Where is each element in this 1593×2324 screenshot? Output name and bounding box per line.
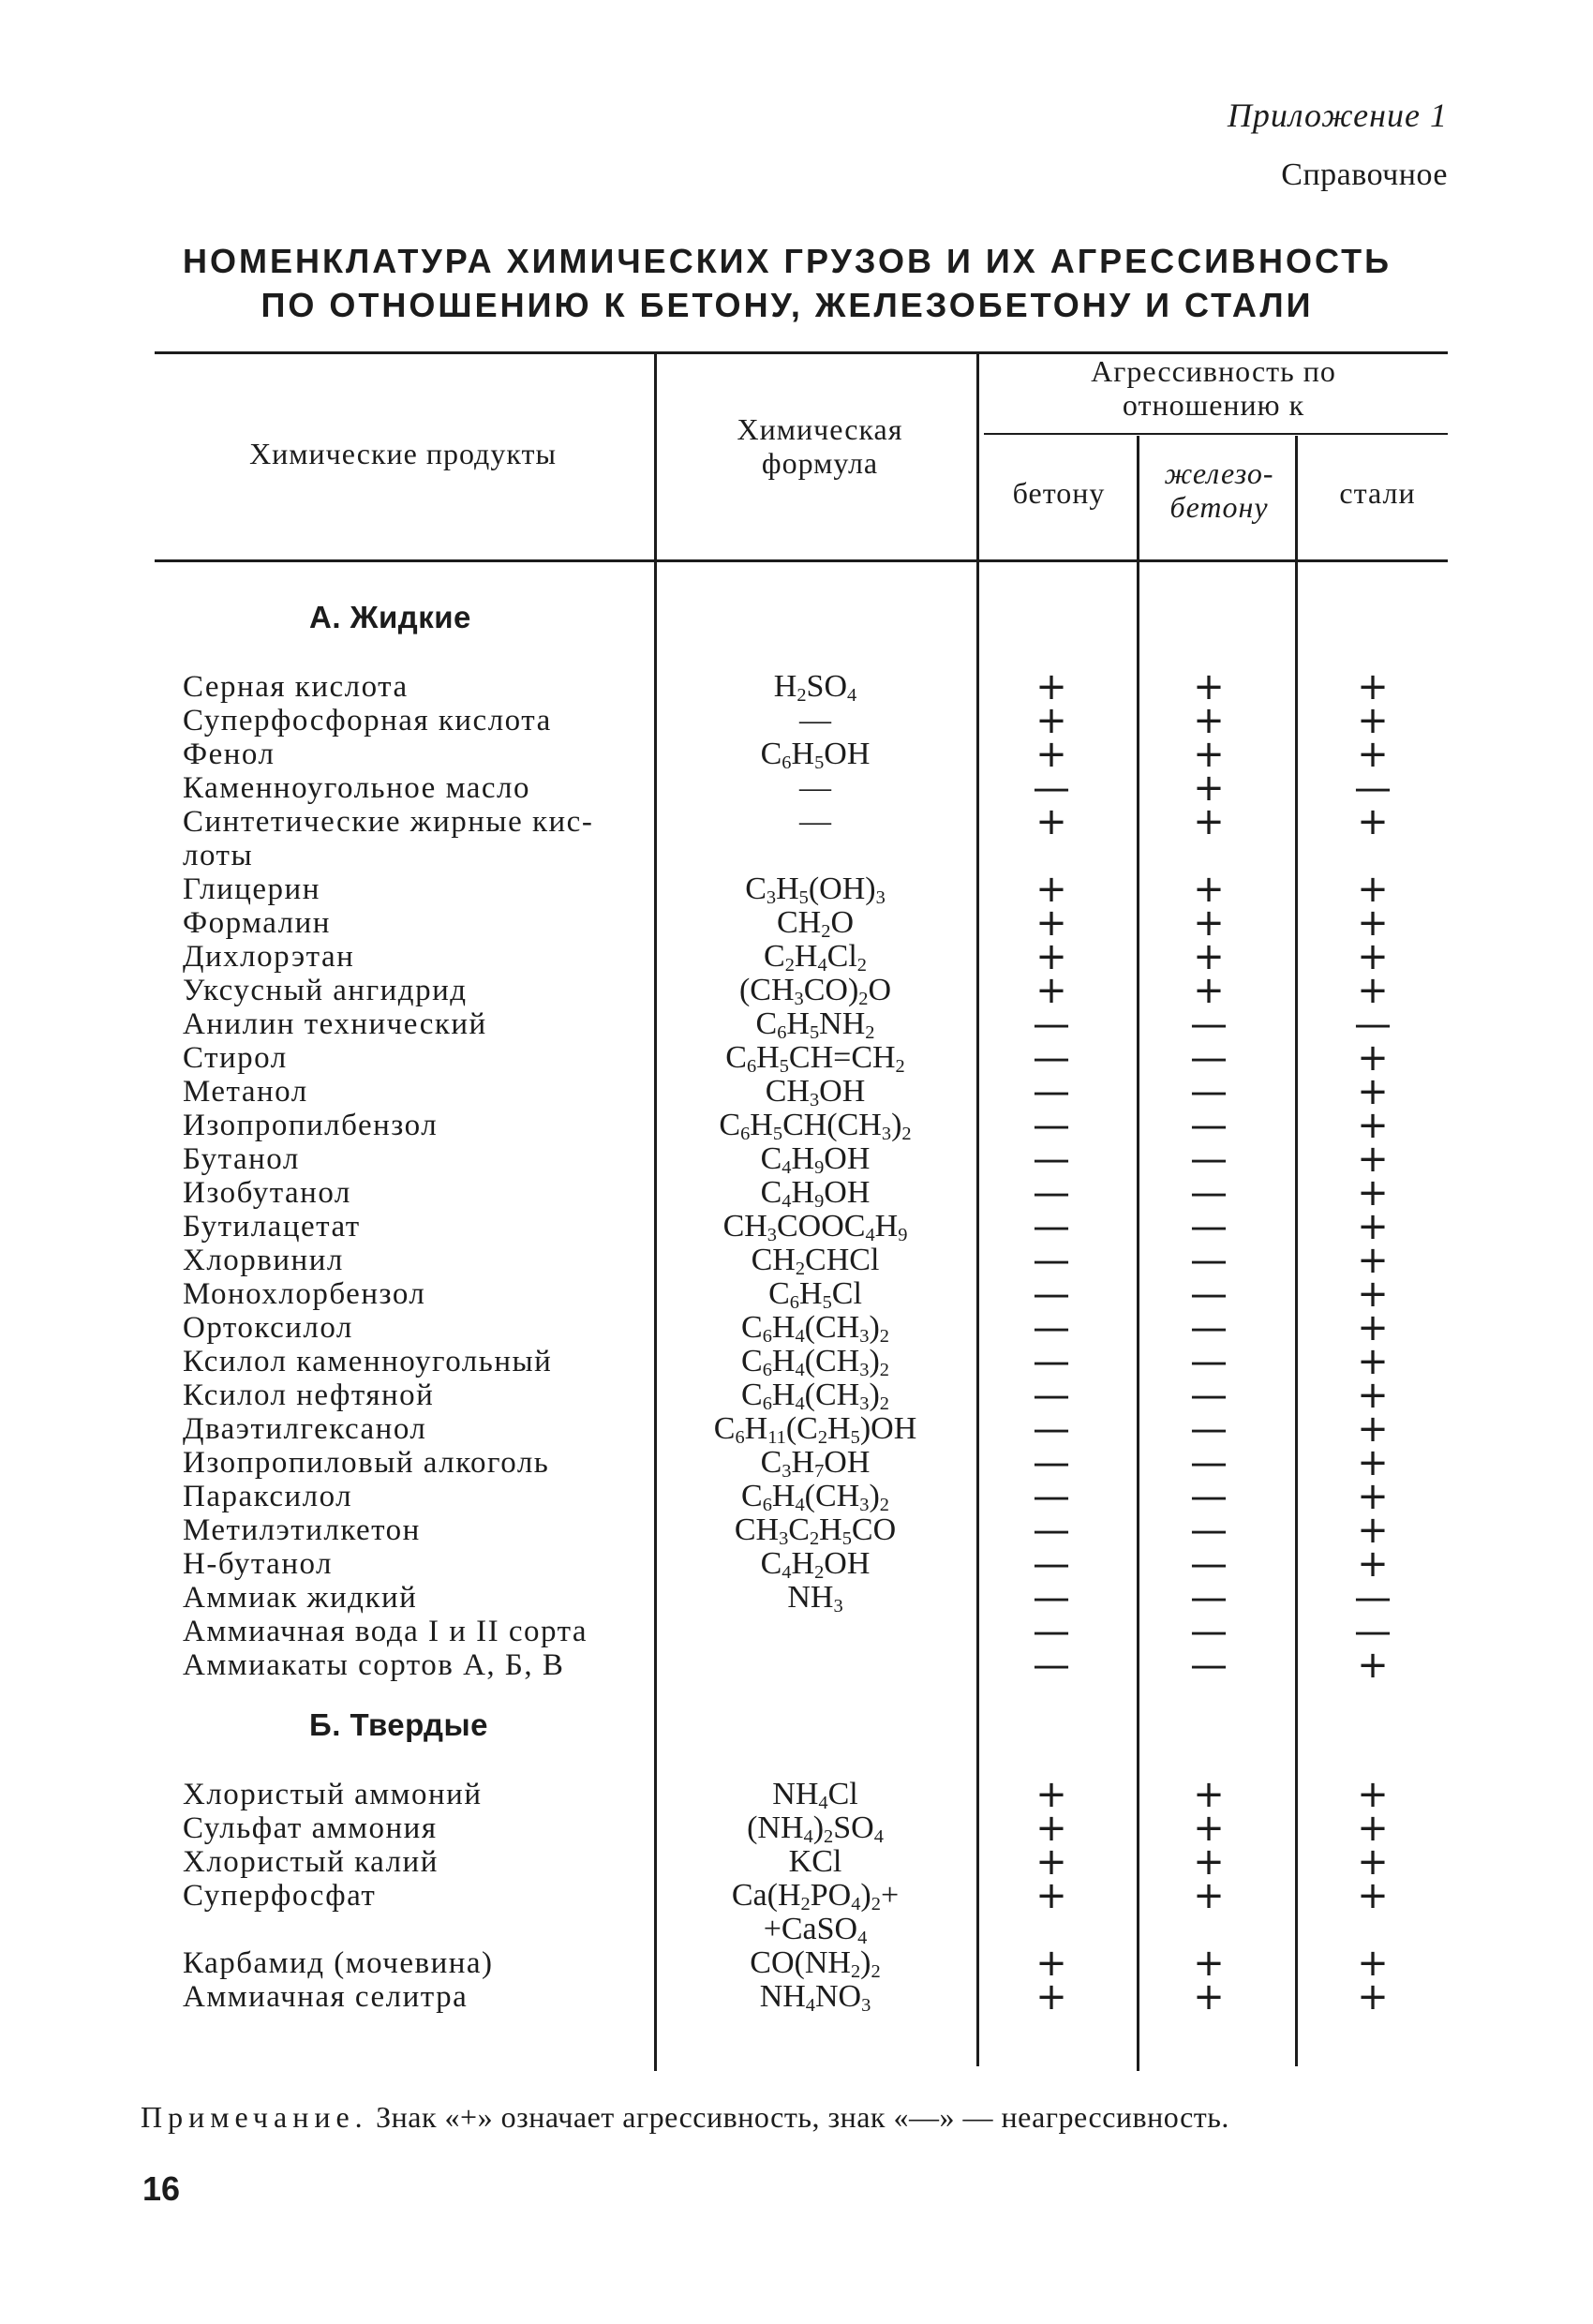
table-row xyxy=(0,1840,1593,1884)
reinforced-concrete-mark: — xyxy=(1190,1239,1228,1282)
concrete-mark: — xyxy=(1033,1576,1070,1619)
reinforced-concrete-mark: + xyxy=(1193,1975,1225,2019)
concrete-mark: — xyxy=(1033,1273,1070,1316)
steel-mark: + xyxy=(1357,1171,1389,1214)
concrete-mark: + xyxy=(1035,969,1067,1012)
steel-column-header: стали xyxy=(1339,476,1416,510)
reinforced-concrete-mark: + xyxy=(1193,800,1225,843)
product-name: Хлористый калий xyxy=(183,1845,439,1879)
reinforced-concrete-mark: + xyxy=(1193,1874,1225,1917)
product-name: Дихлорэтан xyxy=(183,940,355,974)
concrete-mark: — xyxy=(1033,1104,1070,1147)
concrete-mark: — xyxy=(1033,1070,1070,1113)
concrete-mark: — xyxy=(1033,1138,1070,1181)
concrete-mark: + xyxy=(1035,733,1067,776)
reinforced-concrete-mark: + xyxy=(1193,969,1225,1012)
table-row xyxy=(0,868,1593,911)
chemical-formula: $C_3H_7OH$ xyxy=(760,1445,871,1482)
chemical-formula: $CH_3OH$ xyxy=(765,1074,866,1111)
reinforced-concrete-mark: — xyxy=(1190,1070,1228,1113)
chemical-formula: $C_6H_4(CH_3)_2$ xyxy=(741,1479,889,1516)
steel-mark: + xyxy=(1357,1509,1389,1552)
product-name: Суперфосфат xyxy=(183,1879,377,1913)
steel-mark: — xyxy=(1354,1610,1392,1653)
reinforced-concrete-mark: — xyxy=(1190,1644,1228,1687)
table-row xyxy=(0,1942,1593,1985)
steel-mark: + xyxy=(1357,1306,1389,1349)
chemical-formula: $NH_4Cl$ xyxy=(772,1777,858,1814)
reinforced-concrete-mark: + xyxy=(1193,1807,1225,1850)
chemical-formula: $C_4H_9OH$ xyxy=(760,1141,871,1179)
section-title: А. Жидкие xyxy=(309,600,471,634)
table-row xyxy=(0,1374,1593,1417)
table-row xyxy=(0,1408,1593,1451)
concrete-mark: — xyxy=(1033,1306,1070,1349)
table-row xyxy=(0,839,1593,872)
concrete-mark: — xyxy=(1033,1340,1070,1383)
product-name: Серная кислота xyxy=(183,670,409,704)
steel-mark: + xyxy=(1357,1644,1389,1687)
formula-column-header: Химическая формула xyxy=(737,412,903,480)
product-name: Глицерин xyxy=(183,872,320,906)
table-row xyxy=(0,1912,1593,1949)
table-row xyxy=(0,1205,1593,1248)
chemical-formula: $CH_3C_2H_5CO$ xyxy=(734,1512,897,1550)
product-name: Бутилацетат xyxy=(183,1210,361,1244)
chemical-formula: $H_2SO_4$ xyxy=(773,669,857,707)
concrete-mark: — xyxy=(1033,1408,1070,1451)
product-name: Хлористый аммоний xyxy=(183,1778,483,1811)
table-row xyxy=(0,1874,1593,1917)
concrete-mark: + xyxy=(1035,800,1067,843)
product-name: Аммиак жидкий xyxy=(183,1581,418,1615)
steel-mark: + xyxy=(1357,665,1389,708)
steel-mark: + xyxy=(1357,1374,1389,1417)
reinforced-concrete-mark: — xyxy=(1190,1340,1228,1383)
aggressiveness-header: Агрессивность по отношению к xyxy=(1091,354,1336,422)
product-name: Метилэтилкетон xyxy=(183,1513,421,1547)
product-name: Параксилол xyxy=(183,1480,353,1513)
concrete-mark: + xyxy=(1035,935,1067,978)
reinforced-concrete-mark: + xyxy=(1193,1773,1225,1816)
table-row xyxy=(0,1306,1593,1349)
chemical-formula: $CH_2O$ xyxy=(777,905,854,943)
table-row xyxy=(0,1273,1593,1316)
concrete-mark: — xyxy=(1033,1374,1070,1417)
product-name: Монохлорбензол xyxy=(183,1277,426,1311)
chemical-formula: — xyxy=(799,770,831,805)
product-name: лоты xyxy=(183,839,254,872)
steel-mark: + xyxy=(1357,1408,1389,1451)
reinforced-concrete-mark: — xyxy=(1190,1408,1228,1451)
table-row xyxy=(0,1138,1593,1181)
table-row xyxy=(0,1475,1593,1518)
product-name: Ортоксилол xyxy=(183,1311,353,1345)
table-row xyxy=(0,1610,1593,1653)
steel-mark: + xyxy=(1357,800,1389,843)
chemical-formula: $(NH_4)_2SO_4$ xyxy=(747,1810,884,1848)
concrete-mark: + xyxy=(1035,1773,1067,1816)
concrete-mark: — xyxy=(1033,1610,1070,1653)
reinforced-concrete-mark: + xyxy=(1193,1840,1225,1884)
reinforced-concrete-mark: — xyxy=(1190,1610,1228,1653)
concrete-mark: — xyxy=(1033,1644,1070,1687)
product-name: Н-бутанол xyxy=(183,1547,334,1581)
steel-mark: + xyxy=(1357,1441,1389,1484)
table-row xyxy=(0,1239,1593,1282)
steel-mark: + xyxy=(1357,1138,1389,1181)
table-row xyxy=(0,1003,1593,1046)
product-name: Стирол xyxy=(183,1041,288,1075)
concrete-mark: + xyxy=(1035,1840,1067,1884)
table-row xyxy=(0,1773,1593,1816)
steel-mark: + xyxy=(1357,1205,1389,1248)
product-name: Уксусный ангидрид xyxy=(183,974,468,1007)
products-column-header: Химические продукты xyxy=(249,437,557,470)
reinforced-concrete-mark: + xyxy=(1193,699,1225,742)
chemical-formula: $C_2H_4Cl_2$ xyxy=(764,939,867,976)
chemical-formula: $C_6H_4(CH_3)_2$ xyxy=(741,1310,889,1348)
steel-mark: + xyxy=(1357,868,1389,911)
reinforced-concrete-mark: — xyxy=(1190,1205,1228,1248)
table-row xyxy=(0,1340,1593,1383)
table-row xyxy=(0,1171,1593,1214)
concrete-mark: + xyxy=(1035,699,1067,742)
aggressiveness-subheader-rule xyxy=(984,433,1448,435)
concrete-mark: — xyxy=(1033,1036,1070,1080)
steel-mark: + xyxy=(1357,1975,1389,2019)
chemical-formula: $C_6H_5Cl$ xyxy=(768,1276,862,1314)
concrete-mark: + xyxy=(1035,1874,1067,1917)
product-name: Карбамид (мочевина) xyxy=(183,1946,494,1980)
chemical-formula: $C_6H_5CH=CH_2$ xyxy=(725,1040,905,1078)
table-row xyxy=(0,699,1593,742)
reinforced-concrete-mark: + xyxy=(1193,901,1225,945)
chemical-formula: $NH_4NO_3$ xyxy=(759,1979,871,2017)
product-name: Сульфат аммония xyxy=(183,1811,438,1845)
concrete-mark: — xyxy=(1033,1509,1070,1552)
product-name: Фенол xyxy=(183,737,275,771)
chemical-formula: $C_4H_2OH$ xyxy=(760,1546,871,1584)
reinforced-concrete-mark: — xyxy=(1190,1509,1228,1552)
chemical-formula: $C_3H_5(OH)_3$ xyxy=(745,872,886,909)
steel-mark: + xyxy=(1357,733,1389,776)
reinforced-concrete-mark: — xyxy=(1190,1273,1228,1316)
header-bottom-rule xyxy=(155,559,1448,562)
concrete-mark: — xyxy=(1033,1239,1070,1282)
steel-mark: + xyxy=(1357,699,1389,742)
table-row xyxy=(0,665,1593,708)
document-title-line-1: НОМЕНКЛАТУРА ХИМИЧЕСКИХ ГРУЗОВ И ИХ АГРЕССИВНОСТЬ xyxy=(182,242,1392,280)
product-name: Дваэтилгексанол xyxy=(183,1412,427,1446)
reinforced-concrete-mark: — xyxy=(1190,1104,1228,1147)
table-row xyxy=(0,1104,1593,1147)
steel-mark: + xyxy=(1357,1874,1389,1917)
chemical-formula: $Ca(H_2PO_4)_2+$ xyxy=(731,1878,900,1915)
reinforced-concrete-mark: — xyxy=(1190,1441,1228,1484)
table-row xyxy=(0,767,1593,810)
steel-mark: + xyxy=(1357,1942,1389,1985)
concrete-column-header: бетону xyxy=(1012,476,1106,510)
product-name: Изопропилбензол xyxy=(183,1109,439,1142)
reinforced-concrete-mark: + xyxy=(1193,665,1225,708)
product-name: Аммиакаты сортов А, Б, В xyxy=(183,1648,565,1682)
reinforced-concrete-mark: — xyxy=(1190,1138,1228,1181)
reinforced-concrete-mark: + xyxy=(1193,1942,1225,1985)
chemical-formula: $C_6H_4(CH_3)_2$ xyxy=(741,1344,889,1381)
product-name: Метанол xyxy=(183,1075,308,1109)
table-row xyxy=(0,1509,1593,1552)
steel-mark: + xyxy=(1357,1542,1389,1586)
chemical-formula: — xyxy=(799,804,831,839)
steel-mark: + xyxy=(1357,1273,1389,1316)
product-name: Ксилол каменноугольный xyxy=(183,1345,553,1378)
reinforced-concrete-mark: — xyxy=(1190,1542,1228,1586)
page-number: 16 xyxy=(142,2169,181,2208)
table-row xyxy=(0,1070,1593,1113)
chemical-formula: +CaSO$_4$ xyxy=(763,1912,868,1949)
table-row xyxy=(0,935,1593,978)
concrete-mark: + xyxy=(1035,868,1067,911)
note-label: Примечание. xyxy=(141,2100,368,2134)
concrete-mark: — xyxy=(1033,767,1070,810)
reinforced-concrete-mark: — xyxy=(1190,1576,1228,1619)
note-text: Знак «+» означает агрессивность, знак «—» — неагрессивность. xyxy=(376,2100,1229,2134)
chemical-formula: $CH_2CHCl$ xyxy=(751,1243,880,1280)
reinforced-concrete-mark: — xyxy=(1190,1475,1228,1518)
steel-mark: + xyxy=(1357,1104,1389,1147)
concrete-mark: — xyxy=(1033,1171,1070,1214)
concrete-mark: + xyxy=(1035,1975,1067,2019)
chemical-formula: $C_6H_5NH_2$ xyxy=(755,1006,875,1044)
steel-mark: + xyxy=(1357,1840,1389,1884)
appendix-label: Приложение 1 xyxy=(1227,97,1448,134)
chemical-formula: $NH_3$ xyxy=(787,1580,843,1617)
steel-mark: + xyxy=(1357,1239,1389,1282)
steel-mark: — xyxy=(1354,767,1392,810)
reinforced-concrete-mark: + xyxy=(1193,767,1225,810)
concrete-mark: + xyxy=(1035,665,1067,708)
table-row xyxy=(0,901,1593,945)
section-title: Б. Твердые xyxy=(309,1707,488,1742)
steel-mark: — xyxy=(1354,1003,1392,1046)
concrete-mark: + xyxy=(1035,1807,1067,1850)
chemical-formula: $CH_3COOC_4H_9$ xyxy=(722,1209,908,1246)
product-name: Изобутанол xyxy=(183,1176,351,1210)
concrete-mark: — xyxy=(1033,1475,1070,1518)
product-name: Каменноугольное масло xyxy=(183,771,530,805)
chemical-formula: $(CH_3CO)_2O$ xyxy=(738,973,892,1010)
steel-mark: — xyxy=(1354,1576,1392,1619)
table-row xyxy=(0,1807,1593,1850)
concrete-mark: — xyxy=(1033,1542,1070,1586)
reinforced-concrete-mark: — xyxy=(1190,1306,1228,1349)
chemical-formula: KCl xyxy=(788,1844,842,1879)
product-name: Бутанол xyxy=(183,1142,300,1176)
steel-mark: + xyxy=(1357,1340,1389,1383)
table-row xyxy=(0,1441,1593,1484)
chemical-formula: $C_6H_4(CH_3)_2$ xyxy=(741,1378,889,1415)
steel-mark: + xyxy=(1357,1475,1389,1518)
steel-mark: + xyxy=(1357,969,1389,1012)
product-name: Ксилол нефтяной xyxy=(183,1378,435,1412)
chemical-formula: $C_6H_{11}(C_2H_5)OH$ xyxy=(713,1411,917,1449)
steel-mark: + xyxy=(1357,1070,1389,1113)
reinforced-concrete-mark: + xyxy=(1193,868,1225,911)
concrete-mark: — xyxy=(1033,1441,1070,1484)
table-row xyxy=(0,1644,1593,1687)
product-name: Анилин технический xyxy=(183,1007,487,1041)
table-row xyxy=(0,1036,1593,1080)
steel-mark: + xyxy=(1357,1036,1389,1080)
product-name: Формалин xyxy=(183,906,331,940)
steel-mark: + xyxy=(1357,1773,1389,1816)
steel-mark: + xyxy=(1357,935,1389,978)
product-name: Суперфосфорная кислота xyxy=(183,704,552,737)
steel-mark: + xyxy=(1357,1807,1389,1850)
product-name: Хлорвинил xyxy=(183,1244,344,1277)
product-name: Аммиачная селитра xyxy=(183,1980,469,2014)
product-name: Аммиачная вода I и II сорта xyxy=(183,1615,588,1648)
reinforced-concrete-mark: — xyxy=(1190,1003,1228,1046)
document-title-line-2: ПО ОТНОШЕНИЮ К БЕТОНУ, ЖЕЛЕЗОБЕТОНУ И СТАЛИ xyxy=(261,286,1314,324)
product-name: Изопропиловый алкоголь xyxy=(183,1446,550,1480)
reinforced-concrete-mark: — xyxy=(1190,1171,1228,1214)
chemical-formula: $C_6H_5CH(CH_3)_2$ xyxy=(719,1108,912,1145)
chemical-formula: — xyxy=(799,703,831,737)
concrete-mark: — xyxy=(1033,1003,1070,1046)
reinforced-concrete-mark: — xyxy=(1190,1374,1228,1417)
concrete-mark: + xyxy=(1035,1942,1067,1985)
steel-mark: + xyxy=(1357,901,1389,945)
reinforced-concrete-column-header: железо-бетону xyxy=(1164,456,1274,524)
product-name: Синтетические жирные кис- xyxy=(183,805,594,839)
chemical-formula: $CO(NH_2)_2$ xyxy=(750,1945,881,1983)
concrete-mark: — xyxy=(1033,1205,1070,1248)
reference-label: Справочное xyxy=(1281,157,1448,192)
reinforced-concrete-mark: — xyxy=(1190,1036,1228,1080)
reinforced-concrete-mark: + xyxy=(1193,935,1225,978)
chemical-formula: $C_6H_5OH$ xyxy=(760,737,871,774)
concrete-mark: + xyxy=(1035,901,1067,945)
reinforced-concrete-mark: + xyxy=(1193,733,1225,776)
table-note xyxy=(141,2094,1452,2139)
chemical-formula: $C_4H_9OH$ xyxy=(760,1175,871,1213)
table-row xyxy=(0,800,1593,843)
table-row xyxy=(0,1975,1593,2019)
